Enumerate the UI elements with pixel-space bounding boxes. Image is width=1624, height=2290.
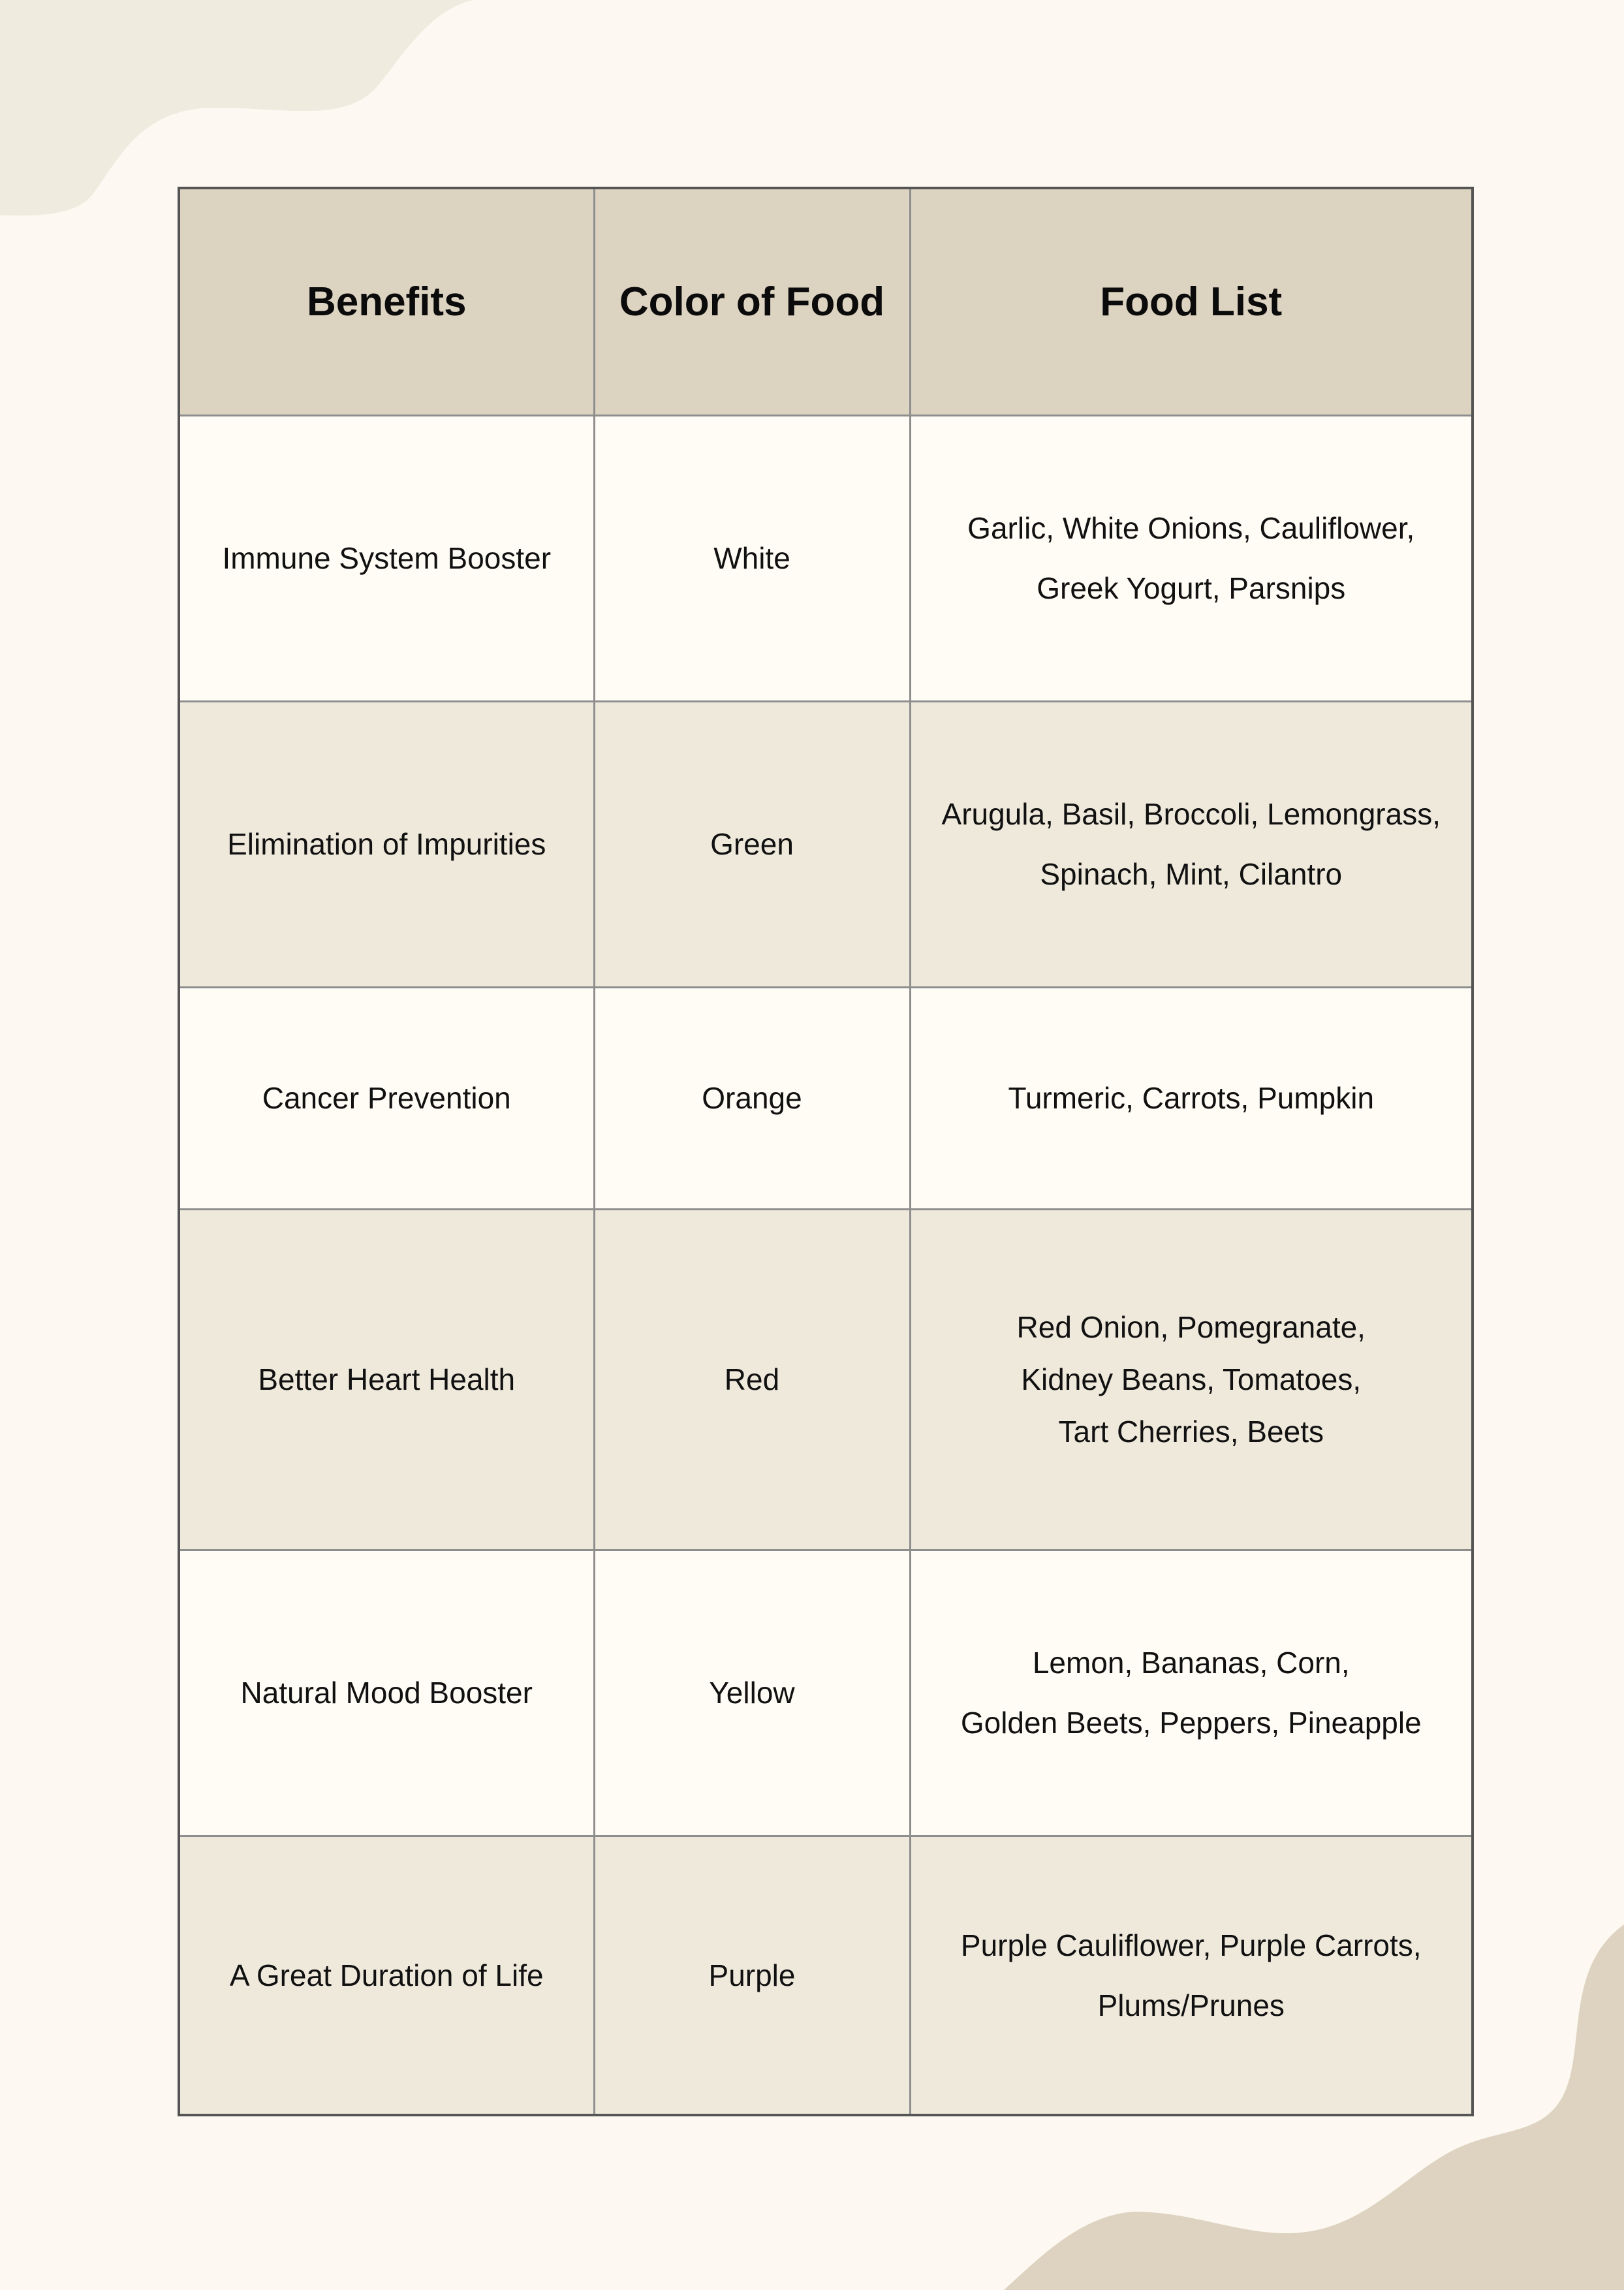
color-cell: Yellow xyxy=(594,1550,910,1836)
benefit-cell: Immune System Booster xyxy=(179,415,594,701)
table-row xyxy=(179,1209,1473,1550)
food-list-line: Purple Cauliflower, Purple Carrots, xyxy=(960,1928,1422,1962)
table-row xyxy=(179,987,1473,1209)
food-list-line: Kidney Beans, Tomatoes, xyxy=(1021,1362,1362,1396)
header-food-list: Food List xyxy=(910,188,1473,415)
food-list-line: Plums/Prunes xyxy=(1097,1988,1285,2022)
color-cell: White xyxy=(594,415,910,701)
food-list-cell xyxy=(910,1209,1473,1550)
color-cell: Purple xyxy=(594,1836,910,2115)
header-row xyxy=(179,188,1473,415)
food-list-line: Red Onion, Pomegranate, xyxy=(1016,1310,1366,1344)
food-list-cell xyxy=(910,415,1473,701)
food-list-line: Arugula, Basil, Broccoli, Lemongrass, xyxy=(941,797,1441,831)
food-list-line: Golden Beets, Peppers, Pineapple xyxy=(960,1706,1422,1740)
food-list-line: Tart Cherries, Beets xyxy=(1058,1415,1324,1449)
benefit-cell: Natural Mood Booster xyxy=(179,1550,594,1836)
color-cell: Orange xyxy=(594,987,910,1209)
food-list-cell xyxy=(910,701,1473,987)
header-color-of-food: Color of Food xyxy=(594,188,910,415)
food-list-line: Spinach, Mint, Cilantro xyxy=(1040,857,1343,891)
color-cell: Green xyxy=(594,701,910,987)
table-row xyxy=(179,415,1473,701)
benefit-cell: Better Heart Health xyxy=(179,1209,594,1550)
benefit-cell: Elimination of Impurities xyxy=(179,701,594,987)
food-list-cell xyxy=(910,987,1473,1209)
food-list-cell xyxy=(910,1550,1473,1836)
food-list-line: Greek Yogurt, Parsnips xyxy=(1037,571,1346,605)
food-list-line: Lemon, Bananas, Corn, xyxy=(1032,1646,1350,1680)
header-benefits: Benefits xyxy=(179,188,594,415)
food-list-line: Turmeric, Carrots, Pumpkin xyxy=(1008,1081,1375,1115)
color-cell: Red xyxy=(594,1209,910,1550)
food-color-table xyxy=(178,187,1474,2116)
table-row xyxy=(179,701,1473,987)
benefit-cell: A Great Duration of Life xyxy=(179,1836,594,2115)
table-row xyxy=(179,1550,1473,1836)
food-list-line: Garlic, White Onions, Cauliflower, xyxy=(967,511,1415,545)
benefit-cell: Cancer Prevention xyxy=(179,987,594,1209)
table-row xyxy=(179,1836,1473,2115)
food-list-cell xyxy=(910,1836,1473,2115)
